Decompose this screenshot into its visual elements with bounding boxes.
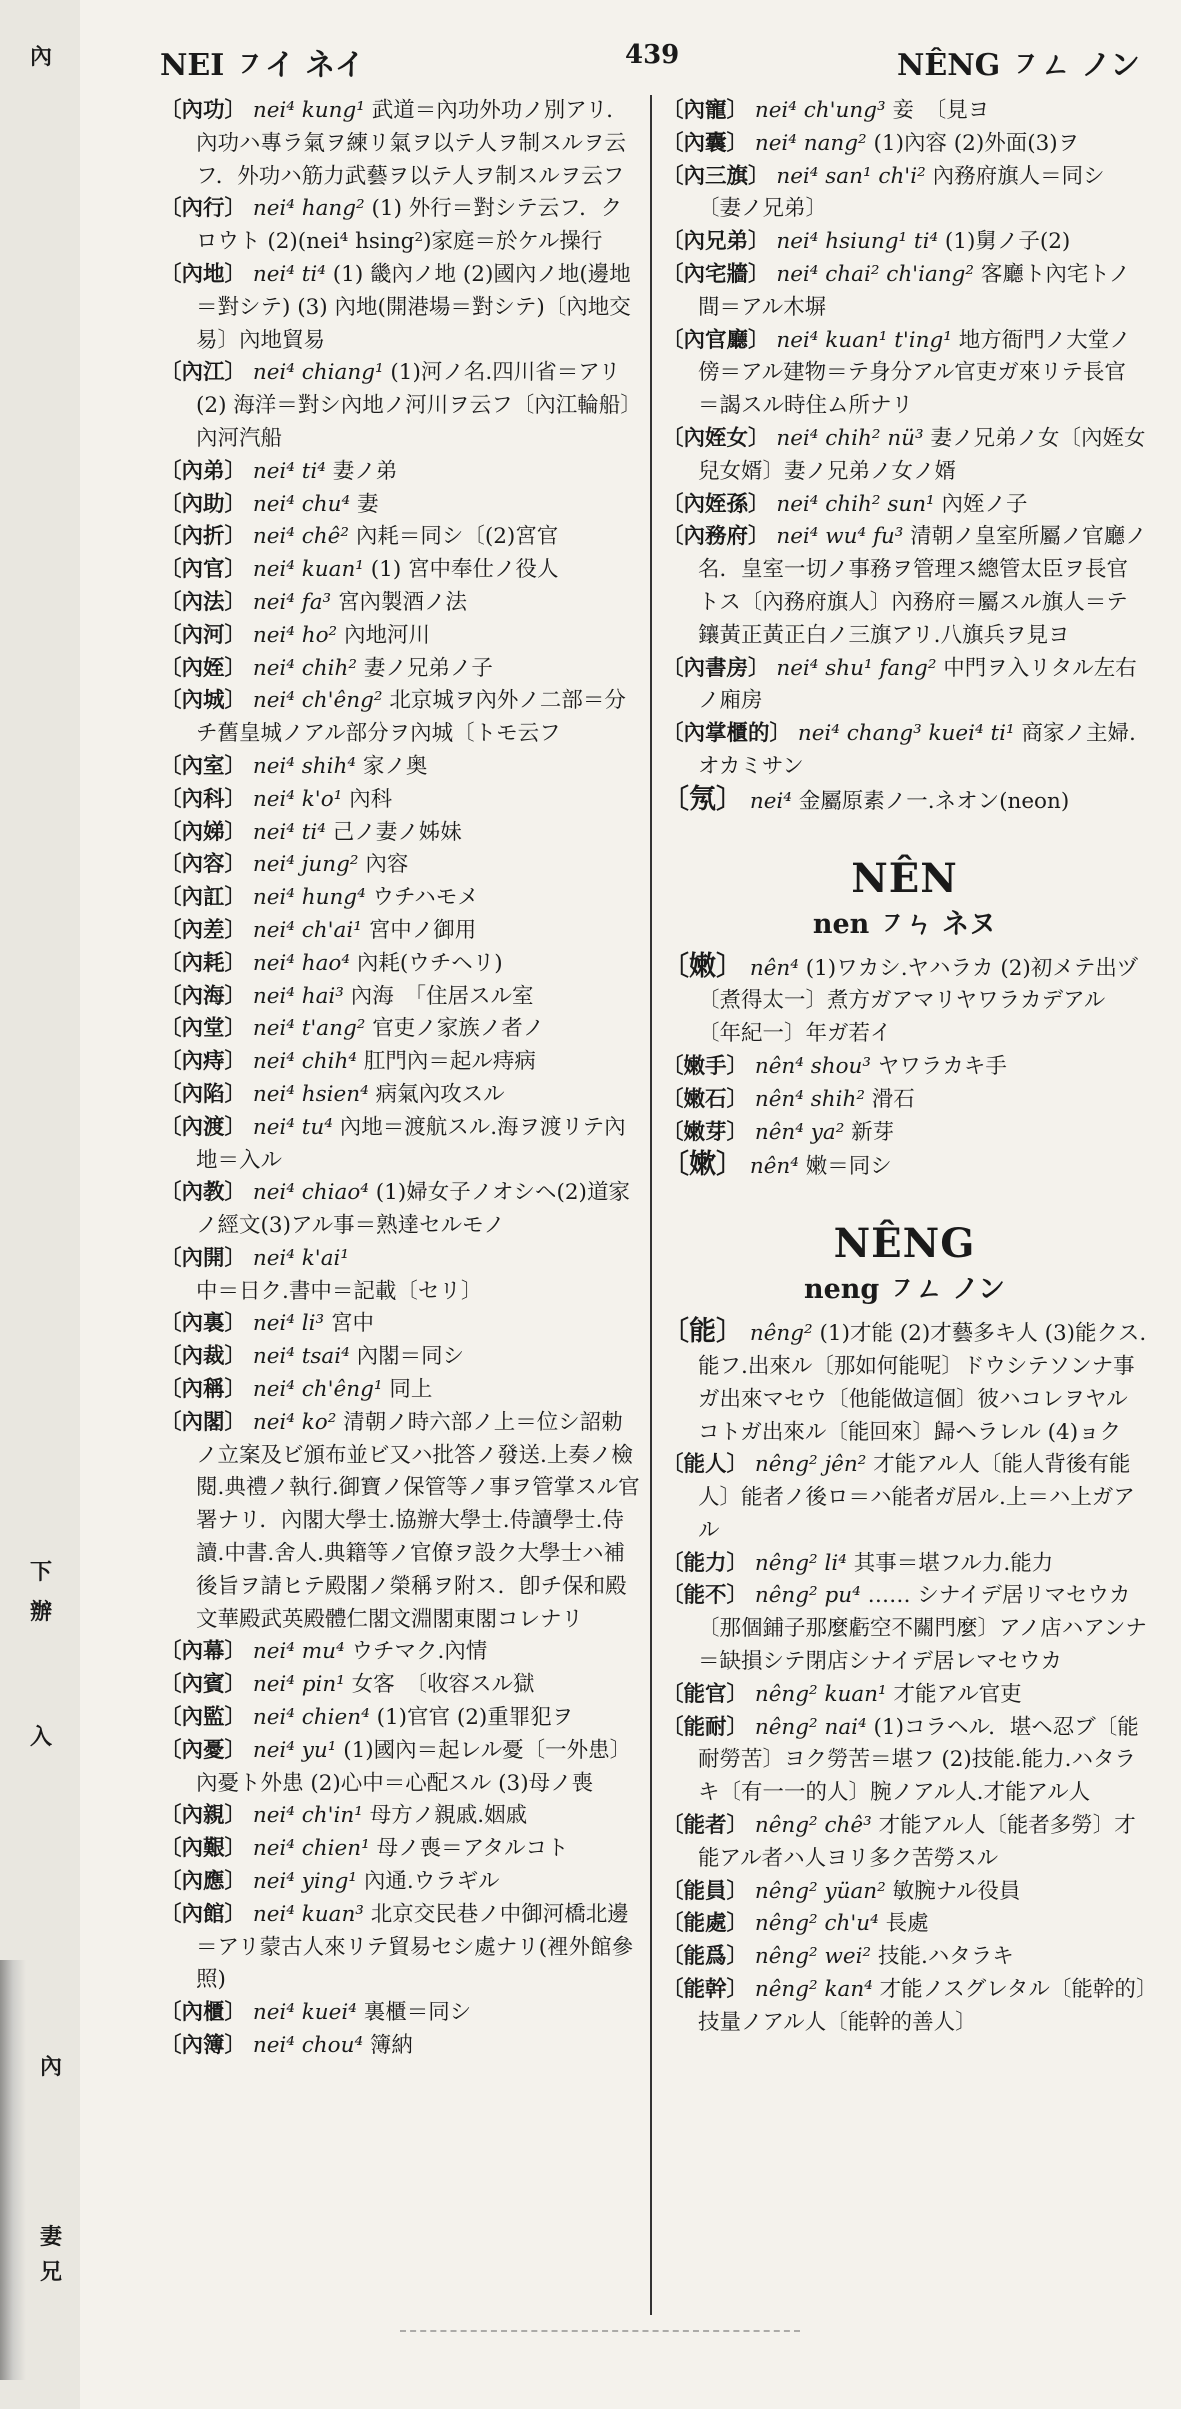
entry-romanization: nên⁴ shou³ (754, 1053, 872, 1079)
entry-definition: 內科 (349, 786, 393, 812)
entry-romanization: nei⁴ t'ang² (252, 1016, 366, 1042)
dictionary-entry (662, 325, 1147, 423)
entry-headword: 〔內法〕 (160, 589, 247, 615)
nei-continued-entries (662, 95, 1147, 819)
entry-headword: 〔能不〕 (662, 1583, 749, 1609)
dictionary-entry (160, 489, 642, 522)
entry-definition: 北京城ヲ內外ノ二部＝分チ舊皇城ノアル部分ヲ內城〔トモ云フ (196, 688, 626, 747)
dictionary-entry (662, 653, 1147, 719)
entry-headword: 〔能〕 (662, 1316, 743, 1348)
dictionary-entry (662, 259, 1147, 325)
entry-romanization: nêng² ch'u⁴ (754, 1911, 879, 1937)
left-column (160, 95, 642, 2063)
dictionary-entry (662, 1051, 1147, 1084)
entry-definition: 嫩＝同シ (805, 1154, 892, 1180)
entry-definition: (1)國內＝起レル憂〔一外患〕內憂ト外患 (2)心中＝心配スル (3)母ノ喪 (196, 1737, 632, 1796)
entry-definition: 中＝日ク.書中＝記載〔セリ〕 (196, 1278, 483, 1304)
entry-definition: 才能ノスグレタル〔能幹的〕技量ノアル人〔能幹的善人〕 (698, 1977, 1147, 2035)
entry-definition: (1)舅ノ子(2) (944, 229, 1071, 255)
dictionary-entry (160, 1046, 642, 1079)
section-subtitle: nen ㇇ㄣ ネヌ (812, 908, 997, 940)
entry-headword: 〔能官〕 (662, 1681, 749, 1707)
entry-headword: 〔嫩芽〕 (662, 1119, 749, 1145)
entry-definition: ウチマク.內情 (351, 1639, 488, 1665)
footer-rule (400, 2330, 800, 2334)
entry-romanization: nei⁴ hao⁴ (252, 950, 350, 976)
entry-romanization: nei⁴ ho² (252, 622, 338, 648)
entry-headword: 〔內海〕 (160, 983, 247, 1009)
gutter-char: 內 (40, 2054, 63, 2080)
entry-romanization: nei⁴ kuan³ (252, 1901, 364, 1927)
entry-definition: 其事＝堪フル力.能力 (853, 1550, 1054, 1576)
entry-definition: 妾 〔見ヨ (892, 98, 990, 123)
dictionary-entry (160, 1079, 642, 1112)
dictionary-entry (160, 1800, 642, 1833)
dictionary-entry (160, 259, 642, 357)
neng-entries (662, 1316, 1147, 2040)
entry-headword: 〔內容〕 (160, 852, 247, 878)
entry-romanization: nêng² jên² (754, 1452, 867, 1478)
entry-romanization: nei⁴ (749, 788, 792, 814)
entry-romanization: nei⁴ fa³ (252, 589, 332, 615)
entry-headword: 〔內室〕 (160, 753, 247, 779)
dictionary-entry (160, 915, 642, 948)
entry-headword: 〔能耐〕 (662, 1714, 749, 1740)
entry-romanization: nêng² wei² (754, 1944, 872, 1970)
gutter-char: 辦 (30, 1599, 53, 1625)
entry-romanization: nei⁴ kuan¹ t'ing¹ (776, 327, 952, 353)
entry-romanization: nên⁴ shih² (754, 1086, 865, 1112)
dictionary-entry (160, 817, 642, 850)
entry-romanization: nei⁴ chien¹ (252, 1836, 370, 1862)
entry-romanization: nên⁴ (749, 955, 799, 981)
dictionary-entry (662, 226, 1147, 259)
entry-definition: 妻ノ兄弟ノ女〔內姪女兒女婿〕妻ノ兄弟ノ女ノ婿 (698, 425, 1146, 484)
entry-headword: 〔內賓〕 (160, 1672, 247, 1698)
entry-headword: 〔內科〕 (160, 786, 247, 812)
left-gutter (0, 0, 80, 2409)
entry-romanization: nei⁴ ch'in¹ (252, 1803, 363, 1829)
entry-headword: 〔內訌〕 (160, 885, 247, 911)
entry-definition: 家ノ奥 (362, 753, 428, 779)
entry-romanization: nei⁴ hang² (252, 196, 365, 222)
entry-headword: 〔內城〕 (160, 688, 247, 714)
entry-definition: 北京交民巷ノ中御河橋北邊＝アリ蒙古人來リテ貿易セシ處ナリ(裡外館參照) (196, 1901, 634, 1993)
dictionary-entry (662, 1580, 1147, 1678)
dictionary-entry (662, 1084, 1147, 1117)
nen-entries (662, 951, 1147, 1185)
column-divider (650, 95, 652, 2315)
entry-headword: 〔內陷〕 (160, 1081, 247, 1107)
dictionary-entry (662, 1548, 1147, 1581)
entry-definition: 商家ノ主婦.オカミサン (698, 721, 1136, 779)
dictionary-entry (662, 521, 1147, 652)
entry-definition: 內耗(ウチヘリ) (356, 950, 503, 976)
dictionary-entry (160, 784, 642, 817)
entry-romanization: nei⁴ shih⁴ (252, 753, 356, 779)
entry-headword: 〔嫩〕 (662, 950, 743, 982)
entry-definition: 妻 (356, 491, 379, 517)
entry-headword: 〔內寵〕 (662, 98, 749, 123)
section-title: NÊNG (833, 1220, 976, 1268)
dictionary-entry (662, 1712, 1147, 1810)
section-subtitle: neng ㇇ㄥ ノン (803, 1274, 1006, 1306)
entry-romanization: nei⁴ chang³ kuei⁴ ti¹ (797, 721, 1015, 747)
entry-definition: (1)官官 (2)重罪犯ヲ (376, 1705, 574, 1731)
entry-definition: 內地＝渡航スル.海ヲ渡リテ內地＝入ル (196, 1114, 626, 1173)
gutter-char: 妻 (40, 2224, 63, 2250)
entry-romanization: nei⁴ kuei⁴ (252, 2000, 357, 2026)
entry-romanization: nei⁴ chih⁴ (252, 1049, 357, 1075)
dictionary-entry (662, 1316, 1147, 1449)
entry-romanization: nêng² li⁴ (754, 1550, 847, 1576)
entry-headword: 〔內耗〕 (160, 950, 247, 976)
entry-headword: 〔內助〕 (160, 491, 247, 517)
dictionary-entry (160, 1669, 642, 1702)
entry-headword: 〔內囊〕 (662, 130, 749, 156)
dictionary-entry (662, 489, 1147, 522)
dictionary-entry (160, 456, 642, 489)
dictionary-entry (662, 784, 1147, 819)
entry-romanization: nêng² pu⁴ (754, 1583, 861, 1609)
dictionary-entry (160, 1177, 642, 1243)
dictionary-entry (662, 161, 1147, 227)
page-number: 439 (625, 40, 680, 70)
entry-romanization: nei⁴ shu¹ fang² (776, 655, 937, 681)
entry-headword: 〔能幹〕 (662, 1977, 749, 2003)
dictionary-entry (160, 2030, 642, 2063)
entry-definition: 客廳ト內宅トノ間＝アル木塀 (698, 261, 1131, 320)
entry-headword: 〔內裁〕 (160, 1344, 247, 1370)
entry-romanization: nei⁴ ch'êng² (252, 688, 383, 714)
entry-definition: 妻ノ弟 (332, 458, 398, 484)
entry-romanization: nei⁴ san¹ ch'i² (776, 163, 926, 189)
entry-definition: 內通.ウラギル (363, 1869, 500, 1895)
entry-headword: 〔內稱〕 (160, 1377, 247, 1403)
entry-romanization: nei⁴ chou⁴ (252, 2033, 364, 2059)
entry-romanization: nei⁴ ko² (252, 1409, 337, 1435)
entry-romanization: nei⁴ chien⁴ (252, 1705, 370, 1731)
entry-definition: (1) 宮中奉仕ノ役人 (370, 557, 559, 583)
entry-definition: 病氣內攻スル (375, 1081, 505, 1107)
entry-romanization: nei⁴ chih² nü³ (776, 425, 924, 451)
entry-headword: 〔內兄弟〕 (662, 229, 770, 255)
dictionary-entry (160, 849, 642, 882)
entry-definition: 宮內製酒ノ法 (338, 589, 468, 615)
dictionary-entry (662, 1876, 1147, 1909)
entry-definition: 清朝ノ皇室所屬ノ官廳ノ名．皇室一切ノ事務ヲ管理ス總管太臣ヲ長官トス〔內務府旗人〕內務府＝屬スル旗人＝テ鑲黃正黃正白ノ三旗アリ.八旗兵ヲ見ヨ (698, 524, 1147, 648)
gutter-char: 入 (30, 1724, 53, 1750)
entry-definition: (1)才能 (2)才藝多キ人 (3)能クス.能フ.出來ル〔那如何能呢〕ドウシテソンナ事ガ出來マセウ〔他能做這個〕彼ハコレヲヤルコトガ出來ル〔能回來〕歸ヘラレル (4)ョク (698, 1321, 1147, 1445)
entry-headword: 〔內監〕 (160, 1705, 247, 1731)
dictionary-entry (160, 1702, 642, 1735)
entry-definition: 內海 「住居スル室 (350, 983, 534, 1009)
entry-romanization: nei⁴ chih² sun¹ (776, 491, 935, 517)
entry-romanization: nei⁴ hsien⁴ (252, 1081, 369, 1107)
dictionary-entry (160, 620, 642, 653)
dictionary-entry (160, 685, 642, 751)
dictionary-entry (160, 1833, 642, 1866)
dictionary-entry (662, 718, 1147, 784)
entry-definition: (1)婦女子ノオシヘ(2)道家ノ經文(3)アル事＝熟達セルモノ (196, 1180, 630, 1239)
entry-romanization: nêng² yüan² (754, 1878, 886, 1904)
entry-headword: 〔能處〕 (662, 1911, 749, 1937)
entry-romanization: nên⁴ (749, 1154, 799, 1180)
dictionary-entry (160, 1899, 642, 1997)
dictionary-entry (160, 1866, 642, 1899)
right-column (662, 95, 1147, 2040)
entry-romanization: nên⁴ ya² (754, 1119, 845, 1145)
entry-headword: 〔內開〕 (160, 1245, 247, 1271)
dictionary-entry (160, 193, 642, 259)
dictionary-entry (160, 1112, 642, 1178)
entry-headword: 〔內姪女〕 (662, 425, 770, 451)
entry-romanization: nei⁴ hsiung¹ ti⁴ (776, 229, 939, 255)
dictionary-entry (662, 1974, 1147, 2040)
entry-headword: 〔內館〕 (160, 1901, 247, 1927)
entry-romanization: nei⁴ kung¹ (252, 98, 365, 123)
entry-romanization: nei⁴ k'o¹ (252, 786, 343, 812)
entry-romanization: nei⁴ tsai⁴ (252, 1344, 350, 1370)
entry-headword: 〔能爲〕 (662, 1944, 749, 1970)
entry-definition: 簿納 (369, 2033, 413, 2059)
dictionary-entry (662, 1941, 1147, 1974)
entry-definition: 中門ヲ入リタル左右ノ廂房 (698, 655, 1137, 714)
entry-headword: 〔內官廳〕 (662, 327, 770, 353)
dictionary-entry (662, 1679, 1147, 1712)
entry-definition: 清朝ノ時六部ノ上＝位シ詔勅ノ立案及ビ頒布並ビ又ハ批答ノ發送.上奏ノ檢閱.典禮ノ執行.御寶ノ保管等ノ事ヲ管掌スル官署ナリ．內閣大學士.協辦大學士.侍讀學士.侍讀.中書.舍人.典籍等ノ官僚ヲ設ク大學士ハ補後旨ヲ請ヒテ殿閣ノ榮稱ヲ附ス．卽チ保和殿文華殿武英殿體仁閣文淵閣東閣コレナリ (196, 1409, 640, 1632)
entry-headword: 〔能人〕 (662, 1452, 749, 1478)
entry-romanization: nêng² (749, 1321, 813, 1347)
dictionary-entry (662, 1449, 1147, 1547)
entry-headword: 〔內務府〕 (662, 524, 770, 550)
running-head-left: NEI ㇇イ ネイ (160, 48, 365, 83)
dictionary-entry (160, 653, 642, 686)
entry-romanization: nei⁴ chu⁴ (252, 491, 351, 517)
entry-definition: 內耗＝同シ〔(2)宮官 (355, 524, 559, 550)
entry-headword: 〔內掌櫃的〕 (662, 721, 792, 747)
entry-romanization: nei⁴ ch'êng¹ (252, 1377, 383, 1403)
entry-romanization: nei⁴ chê² (252, 524, 349, 550)
dictionary-entry (160, 357, 642, 455)
entry-headword: 〔內親〕 (160, 1803, 247, 1829)
entry-romanization: nei⁴ ch'ai¹ (252, 917, 362, 943)
gutter-char: 內 (30, 44, 53, 70)
entry-definition: 己ノ妻ノ姊妹 (332, 819, 462, 845)
entry-headword: 〔內官〕 (160, 557, 247, 583)
entry-headword: 〔能者〕 (662, 1813, 749, 1839)
entry-headword: 〔嫩石〕 (662, 1086, 749, 1112)
entry-headword: 〔內應〕 (160, 1869, 247, 1895)
entry-definition: 女客 〔收容スル獄 (351, 1672, 535, 1698)
entry-romanization: nei⁴ tu⁴ (252, 1114, 333, 1140)
entry-definition: 才能アル人〔能人背後有能人〕能者ノ後ロ＝ハ能者ガ居ル.上＝ハ上ガアル (698, 1452, 1135, 1543)
entry-headword: 〔內櫃〕 (160, 2000, 247, 2026)
dictionary-entry (662, 1810, 1147, 1876)
entry-headword: 〔內河〕 (160, 622, 247, 648)
entry-headword: 〔內堂〕 (160, 1016, 247, 1042)
section-nen-heading (662, 855, 1147, 941)
entry-definition: 裏櫃＝同シ (363, 2000, 472, 2026)
entry-definition: 技能.ハタラキ (877, 1944, 1014, 1970)
entry-headword: 〔內簿〕 (160, 2033, 247, 2059)
entry-definition: 內容 (365, 852, 409, 878)
entry-romanization: nei⁴ wu⁴ fu³ (776, 524, 904, 550)
entry-definition: 內閣＝同シ (356, 1344, 465, 1370)
entry-definition: 同上 (389, 1377, 433, 1403)
entry-definition: 母方ノ親戚.姻戚 (369, 1803, 528, 1829)
entry-definition: ウチハモメ (372, 885, 479, 911)
binding-shadow (0, 1960, 26, 2380)
dictionary-entry (160, 1308, 642, 1341)
entry-romanization: nei⁴ hai³ (252, 983, 344, 1009)
entry-romanization: nei⁴ chiang¹ (252, 360, 384, 386)
entry-definition: ヤワラカキ手 (877, 1053, 1007, 1079)
entry-headword: 〔內裏〕 (160, 1311, 247, 1337)
entry-romanization: nei⁴ nang² (754, 130, 867, 156)
entry-romanization: nêng² kan⁴ (754, 1977, 873, 2003)
entry-definition: 武道＝內功外功ノ別アリ．內功ハ專ラ氣ヲ練リ氣ヲ以テ人ヲ制スルヲ云フ．外功ハ筋力武藝ヲ以テ人ヲ制スルヲ云フ (196, 98, 628, 189)
dictionary-entry (160, 95, 642, 193)
entry-definition: 肛門內＝起ル痔病 (363, 1049, 536, 1075)
entry-headword: 〔內艱〕 (160, 1836, 247, 1862)
entry-headword: 〔內痔〕 (160, 1049, 247, 1075)
entry-headword: 〔內江〕 (160, 360, 247, 386)
section-neng-heading (662, 1220, 1147, 1306)
entry-definition: 才能アル人〔能者多勞〕才能アル者ハ人ヨリ多ク苦勞スル (698, 1813, 1136, 1871)
entry-romanization: nei⁴ ch'ung³ (754, 98, 886, 123)
entry-definition: (1) 外行＝對シテ云フ．クロウト (2)(nei⁴ hsing²)家庭＝於ケル操行 (196, 196, 623, 255)
entry-definition: 妻ノ兄弟ノ子 (363, 655, 493, 681)
entry-romanization: nei⁴ ti⁴ (252, 261, 326, 287)
entry-definition: (1) 畿內ノ地 (2)國內ノ地(邊地＝對シテ) (3) 內地(開港場＝對シテ)〔內地交易〕內地貿易 (196, 261, 631, 353)
dictionary-entry (160, 1407, 642, 1637)
entry-romanization: nêng² chê³ (754, 1813, 872, 1839)
entry-romanization: nêng² nai⁴ (754, 1714, 867, 1740)
entry-headword: 〔嫩手〕 (662, 1053, 749, 1079)
entry-headword: 〔內地〕 (160, 261, 247, 287)
entry-headword: 〔內姪孫〕 (662, 491, 770, 517)
entry-definition: 內姪ノ子 (941, 491, 1028, 517)
dictionary-entry (160, 1013, 642, 1046)
entry-romanization: nei⁴ ti⁴ (252, 458, 326, 484)
entry-definition: (1)ワカシ.ヤハラカ (2)初メテ出ヅ〔煮得太一〕煮方ガアマリヤワラカデアル〔年紀一〕年ガ若イ (698, 955, 1139, 1047)
dictionary-entry (160, 1374, 642, 1407)
entry-definition: (1)コラヘル．堪ヘ忍ブ〔能耐勞苦〕ヨク勞苦＝堪フ (2)技能.能力.ハタラキ〔有一一的人〕腕ノアル人.才能アル人 (698, 1714, 1139, 1806)
entry-definition: 才能アル官吏 (893, 1681, 1022, 1707)
dictionary-entry (662, 1908, 1147, 1941)
dictionary-entry (160, 1341, 642, 1374)
entry-headword: 〔內書房〕 (662, 655, 770, 681)
dictionary-entry (662, 128, 1147, 161)
dictionary-entry (160, 521, 642, 554)
entry-romanization: nei⁴ mu⁴ (252, 1639, 345, 1665)
page-header (160, 40, 1140, 83)
entry-romanization: nêng² kuan¹ (754, 1681, 887, 1707)
dictionary-entry (662, 95, 1147, 128)
entry-headword: 〔內渡〕 (160, 1114, 247, 1140)
entry-romanization: nei⁴ ying¹ (252, 1869, 358, 1895)
entry-definition: 母ノ喪＝アタルコト (376, 1836, 569, 1862)
entry-definition: 地方衙門ノ大堂ノ傍＝アル建物＝テ身分アル官吏ガ來リテ長官＝謁スル時住ム所ナリ (698, 327, 1131, 419)
entry-romanization: nei⁴ k'ai¹ (252, 1245, 350, 1271)
entry-headword: 〔內娣〕 (160, 819, 247, 845)
entry-headword: 〔內弟〕 (160, 458, 247, 484)
entry-definition: 敏腕ナル役員 (892, 1878, 1021, 1904)
dictionary-entry (662, 1149, 1147, 1184)
entry-definition: 金屬原素ノ一.ネオン(neon) (798, 788, 1070, 814)
dictionary-entry (662, 1117, 1147, 1150)
entry-romanization: nei⁴ jung² (252, 852, 359, 878)
entry-headword: 〔內幕〕 (160, 1639, 247, 1665)
entry-headword: 〔內折〕 (160, 524, 247, 550)
dictionary-entry (160, 587, 642, 620)
entry-romanization: nei⁴ chai² ch'iang² (776, 261, 975, 287)
entry-headword: 〔內差〕 (160, 917, 247, 943)
entry-headword: 〔能力〕 (662, 1550, 749, 1576)
dictionary-entry (160, 1735, 642, 1801)
entry-definition: (1)河ノ名.四川省＝アリ (2) 海洋＝對シ內地ノ河川ヲ云フ〔內江輪船〕內河汽船 (196, 360, 642, 451)
entry-romanization: nei⁴ chih² (252, 655, 357, 681)
gutter-char: 下 (30, 1559, 53, 1585)
dictionary-entry (160, 882, 642, 915)
gutter-char: 兄 (40, 2259, 63, 2285)
entry-headword: 〔內憂〕 (160, 1737, 247, 1763)
dictionary-entry (662, 423, 1147, 489)
dictionary-entry (662, 951, 1147, 1051)
entry-headword: 〔內宅牆〕 (662, 261, 770, 287)
section-title: NÊN (851, 854, 958, 902)
entry-headword: 〔內三旗〕 (662, 163, 770, 189)
entry-romanization: nei⁴ yu¹ (252, 1737, 337, 1763)
entry-definition: 宮中 (330, 1311, 374, 1337)
entry-definition: 官吏ノ家族ノ者ノ (372, 1016, 545, 1042)
entry-definition: 內地河川 (344, 622, 431, 648)
running-head-right: NÊNG ㇇ㄥ ノン (896, 48, 1140, 83)
entry-romanization: nei⁴ hung⁴ (252, 885, 366, 911)
entry-romanization: nei⁴ pin¹ (252, 1672, 345, 1698)
entry-definition: 新芽 (851, 1119, 895, 1145)
dictionary-entry (160, 981, 642, 1014)
entry-definition: 長處 (885, 1911, 929, 1937)
entry-definition: (1)內容 (2)外面(3)ヲ (873, 130, 1080, 156)
dictionary-entry (160, 1243, 642, 1309)
entry-romanization: nei⁴ kuan¹ (252, 557, 364, 583)
dictionary-entry (160, 751, 642, 784)
entry-headword: 〔能員〕 (662, 1878, 749, 1904)
entry-definition: 內務府旗人＝同シ 〔妻ノ兄弟〕 (698, 163, 1127, 222)
entry-romanization: nei⁴ chiao⁴ (252, 1180, 369, 1206)
entry-definition: …… シナイデ居リマセウカ〔那個鋪子那麼虧空不關門麼〕アノ店ハアンナ＝缺損シテ閉店シナイデ居レマセウカ (698, 1583, 1147, 1675)
entry-romanization: nei⁴ li³ (252, 1311, 325, 1337)
entry-headword: 〔內行〕 (160, 196, 247, 222)
entry-headword: 〔內閣〕 (160, 1409, 247, 1435)
entry-romanization: nei⁴ ti⁴ (252, 819, 326, 845)
entry-definition: 滑石 (871, 1086, 915, 1112)
dictionary-entry (160, 554, 642, 587)
dictionary-entry (160, 948, 642, 981)
dictionary-entry (160, 1636, 642, 1669)
entry-definition: 宮中ノ御用 (368, 917, 477, 943)
entry-headword: 〔內姪〕 (160, 655, 247, 681)
entry-headword: 〔氖〕 (662, 783, 743, 815)
entry-headword: 〔嫰〕 (662, 1149, 743, 1181)
entry-headword: 〔內功〕 (160, 98, 247, 123)
dictionary-entry (160, 1997, 642, 2030)
entry-headword: 〔內教〕 (160, 1180, 247, 1206)
